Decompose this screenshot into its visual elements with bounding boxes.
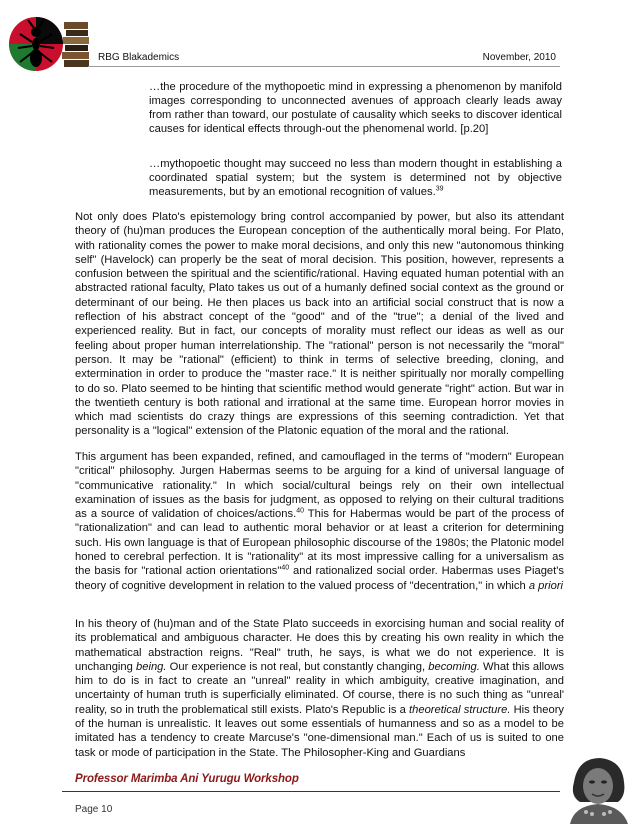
block-quote-2-text: …mythopoetic thought may succeed no less than modern thought in establishing a coordinated spatial system; but the system is determined not by objective measurements, but by an emotional recognition of values. — [149, 158, 562, 198]
block-quote-1-text: …the procedure of the mythopoetic mind in expressing a phenomenon by manifold images corresponding to unconnected avenues of approach clearly leads away from rather than toward, our postulate of causality which seeks to discover identical causes for identical effects through-out the phenomenal world. [p.20] — [149, 81, 562, 135]
paragraph-2 — [75, 450, 564, 593]
paragraph-1-text: Not only does Plato's epistemology bring control accompanied by power, but also its attendant theory of (hu)man produces the European conception of the authentically moral being. For Plato, with rationality comes the power to make moral decisions, and only this new "autonomous thinking self" (Havelock) can properly be the seat of moral decision. This position, however, represents a confusion between the spiritual and the scientific/rational. Having equated human potential with an abstracted rational faculty, Plato takes us out of a humanly defined social context as the ground or determinant of our being. He then places us back into an artificial social construct that is now a reflection of his abstract concept of the "good" and of the "true"; a denial of the lived and experienced reality. But in fact, our concepts of morality must reflect our ideas as well as our feeling about proper human interrelationship. The "rational" person is not necessarily the "moral" person. It may be "rational" (efficient) to think in terms of selective breeding, cloning, and extermination in order to produce the "master race." It is neither spiritually nor morally compelling to do so. Plato seemed to be hinting that scientific method would generate "right" action. But war in the twentieth century is both rational and irrational at the same time. European horror movies in which mad scientists do crazy things are expressions of this seeming contradiction. Yet that personality is a "logical" extension of the Platonic equation of the moral and the rational. — [75, 211, 564, 438]
paragraph-3-text-d: His theory of the human is unrealistic. It leaves out some essentials of humanness and so as a model to be imitated has a tendency to create Marcuse's "one-dimensional man." Each of us is suited to one task or mode of participation in the State. The Philosopher-King and Guardians — [75, 703, 565, 759]
paragraph-3-text-c: What this allows him to do is in fact to create an "unreal" reality in which ambiguity, creative imagination, and uncertainty of human truth is superficially eliminated. Of course, there is no such thing as "unreal' reality, so in truth the problematical still exists. Plato's Republic is a — [75, 660, 564, 716]
paragraph-3-emphasis-structure: theoretical structure. — [409, 703, 511, 716]
paragraph-3-emphasis-becoming: becoming. — [428, 660, 480, 673]
paragraph-2-text-b: This for Habermas would be part of the process of "rationalization" and can lead to authentic moral behavior or at least a criterion for determining such. His own language is that of European philosophic discourse of the 1980s; the Platonic model honed to cerebral perfection. It is "rationality" at its most impressive calling for a universalism as the basis for "rational action orientations" — [75, 508, 564, 578]
footer-title: Professor Marimba Ani Yurugu Workshop — [75, 773, 299, 785]
paragraph-3 — [75, 617, 564, 760]
footnote-ref-40b: 40 — [281, 564, 290, 572]
page-number: Page 10 — [75, 804, 113, 815]
block-quote-2 — [149, 157, 562, 199]
author-portrait — [560, 752, 634, 824]
header-organization: RBG Blakademics — [98, 52, 180, 63]
footer-divider — [62, 791, 567, 792]
paragraph-2-emphasis: a priori — [528, 579, 564, 592]
block-quote-1 — [149, 80, 562, 136]
rbg-logo — [6, 14, 96, 74]
header-date: November, 2010 — [482, 52, 556, 63]
paragraph-3-text-a: In his theory of (hu)man and of the State Plato succeeds in exorcising human and social reality of its problematical and ambiguous character. He does this by creating his own reality in which the mathematical abstraction reigns. "Real" truth, he says, is what we do not experience. It is unchanging — [75, 618, 564, 673]
paragraph-1 — [75, 210, 564, 439]
paragraph-2-text-a: This argument has been expanded, refined, and camouflaged in the terms of "modern" European "critical" philosophy. Jurgen Habermas seems to be arguing for a kind of universal language of "communicative rationality." In which social/cultural beings rely on their own intellectual examination of issues as the basis for judgment, as opposed to relying on their cultural traditions as a source of validation of choices/actions. — [75, 451, 564, 521]
paragraph-2-text-c: and rationalized social order. Habermas uses Piaget's theory of cognitive development in relation to the valued process of "decentration," in which — [75, 565, 564, 592]
paragraph-3-text-b: Our experience is not real, but constantly changing, — [166, 660, 429, 673]
footnote-ref-39: 39 — [435, 185, 444, 193]
paragraph-3-emphasis-being: being. — [136, 660, 167, 673]
footnote-ref-40a: 40 — [296, 507, 304, 515]
header-divider — [88, 66, 560, 67]
